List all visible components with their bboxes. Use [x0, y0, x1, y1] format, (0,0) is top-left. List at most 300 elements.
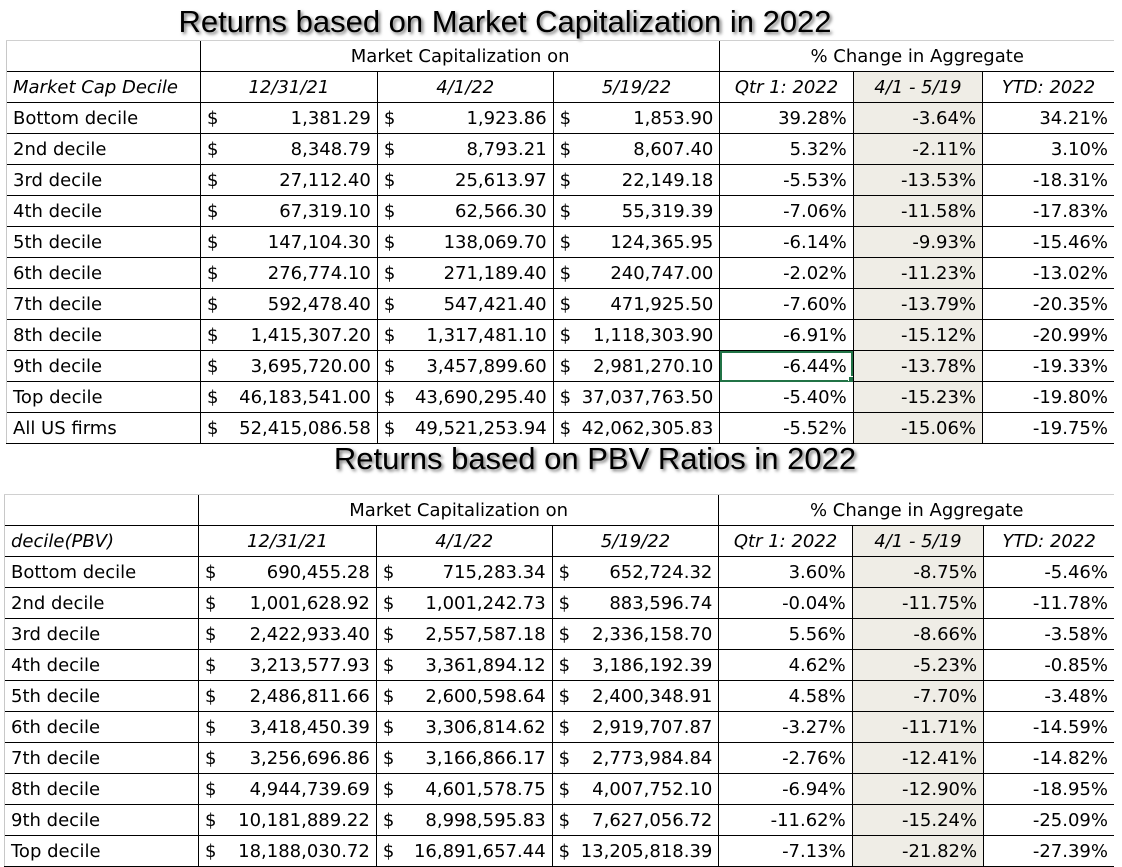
currency-value: 55,319.39 — [621, 200, 714, 222]
row-label[interactable]: Top decile — [7, 382, 201, 413]
currency-cell[interactable] — [553, 413, 720, 444]
currency-symbol: $ — [207, 386, 219, 408]
currency-value: 2,486,811.66 — [249, 685, 370, 707]
currency-value: 1,415,307.20 — [250, 324, 371, 346]
pbv-table — [4, 494, 1114, 867]
table-row — [5, 774, 1115, 805]
currency-symbol: $ — [558, 747, 571, 769]
currency-symbol: $ — [207, 138, 219, 160]
currency-symbol: $ — [383, 262, 396, 284]
percent-cell[interactable]: -13.78% — [853, 351, 982, 382]
currency-symbol: $ — [559, 138, 572, 160]
currency-cell[interactable] — [552, 557, 719, 588]
currency-cell[interactable] — [553, 258, 720, 289]
currency-cell[interactable] — [376, 774, 552, 805]
currency-cell[interactable] — [553, 351, 720, 382]
percent-cell[interactable]: -15.23% — [853, 382, 982, 413]
currency-cell[interactable] — [377, 134, 553, 165]
currency-cell[interactable] — [377, 382, 553, 413]
currency-symbol: $ — [382, 716, 395, 738]
currency-symbol: $ — [207, 417, 219, 439]
currency-symbol: $ — [558, 778, 571, 800]
currency-symbol: $ — [382, 592, 395, 614]
currency-symbol: $ — [207, 355, 219, 377]
table-row — [7, 413, 1115, 444]
currency-cell[interactable] — [377, 320, 553, 351]
percent-cell[interactable]: -2.02% — [720, 258, 853, 289]
percent-cell[interactable]: 39.28% — [720, 103, 853, 134]
currency-cell[interactable] — [376, 836, 552, 867]
currency-value: 715,283.34 — [442, 561, 546, 583]
currency-symbol: $ — [205, 747, 217, 769]
currency-value: 1,001,628.92 — [249, 592, 370, 614]
percent-cell[interactable]: -20.99% — [983, 320, 1114, 351]
percent-cell[interactable]: -11.71% — [852, 712, 983, 743]
column-header: 12/31/21 — [199, 526, 377, 557]
row-label[interactable]: 3rd decile — [5, 619, 199, 650]
table-row — [7, 258, 1115, 289]
currency-value: 52,415,086.58 — [239, 417, 371, 439]
currency-symbol: $ — [559, 107, 572, 129]
percent-cell[interactable]: -12.90% — [852, 774, 983, 805]
currency-cell[interactable] — [553, 103, 720, 134]
currency-cell[interactable] — [201, 382, 378, 413]
percent-cell[interactable]: -6.94% — [719, 774, 852, 805]
table-row — [5, 836, 1115, 867]
currency-cell[interactable] — [199, 712, 377, 743]
table-row — [7, 103, 1115, 134]
table-row — [7, 227, 1115, 258]
currency-value: 138,069.70 — [443, 231, 547, 253]
currency-cell[interactable] — [377, 165, 553, 196]
currency-symbol: $ — [383, 417, 396, 439]
percent-cell[interactable]: -3.48% — [984, 681, 1114, 712]
currency-value: 67,319.10 — [279, 200, 371, 222]
currency-value: 883,596.74 — [609, 592, 713, 614]
row-label[interactable]: Bottom decile — [7, 103, 201, 134]
column-header: YTD: 2022 — [983, 72, 1114, 103]
percent-cell[interactable]: -13.79% — [853, 289, 982, 320]
currency-symbol: $ — [205, 778, 217, 800]
column-header: YTD: 2022 — [984, 526, 1114, 557]
currency-symbol: $ — [383, 386, 396, 408]
currency-cell[interactable] — [199, 619, 377, 650]
currency-value: 471,925.50 — [610, 293, 714, 315]
currency-cell[interactable] — [552, 588, 719, 619]
table-row — [5, 619, 1115, 650]
currency-symbol: $ — [558, 840, 571, 862]
percent-cell[interactable]: -11.62% — [719, 805, 852, 836]
currency-value: 2,400,348.91 — [592, 685, 713, 707]
percent-cell[interactable]: -19.80% — [983, 382, 1114, 413]
currency-value: 25,613.97 — [455, 169, 547, 191]
table-row — [5, 681, 1115, 712]
currency-value: 4,007,752.10 — [592, 778, 713, 800]
currency-cell[interactable] — [553, 382, 720, 413]
row-label[interactable]: 6th decile — [7, 258, 201, 289]
currency-cell[interactable] — [377, 196, 553, 227]
currency-symbol: $ — [205, 685, 217, 707]
currency-cell[interactable] — [376, 712, 552, 743]
column-header: 5/19/22 — [552, 526, 719, 557]
currency-value: 37,037,763.50 — [581, 386, 714, 408]
currency-value: 2,919,707.87 — [592, 716, 713, 738]
percent-cell[interactable]: -21.82% — [852, 836, 983, 867]
currency-cell[interactable] — [199, 805, 377, 836]
percent-cell[interactable]: -20.35% — [983, 289, 1114, 320]
currency-value: 1,317,481.10 — [426, 324, 547, 346]
percent-cell[interactable]: -11.78% — [984, 588, 1114, 619]
currency-value: 3,457,899.60 — [426, 355, 547, 377]
group-header-pct-change: % Change in Aggregate — [720, 41, 1114, 72]
blank-cell — [7, 41, 201, 72]
currency-cell[interactable] — [553, 196, 720, 227]
currency-value: 3,418,450.39 — [249, 716, 370, 738]
percent-cell[interactable]: -8.75% — [852, 557, 983, 588]
percent-cell[interactable]: -11.23% — [853, 258, 982, 289]
currency-cell[interactable] — [199, 681, 377, 712]
percent-cell[interactable]: 34.21% — [983, 103, 1114, 134]
table-row — [7, 351, 1115, 382]
row-label[interactable]: 2nd decile — [5, 588, 199, 619]
currency-value: 27,112.40 — [279, 169, 371, 191]
currency-cell[interactable] — [201, 103, 378, 134]
currency-value: 124,365.95 — [610, 231, 714, 253]
percent-cell[interactable]: -2.76% — [719, 743, 852, 774]
currency-symbol: $ — [382, 778, 395, 800]
currency-cell[interactable] — [377, 413, 553, 444]
currency-symbol: $ — [383, 293, 396, 315]
percent-cell[interactable]: -7.13% — [719, 836, 852, 867]
currency-cell[interactable] — [201, 320, 378, 351]
currency-cell[interactable] — [199, 650, 377, 681]
currency-value: 1,853.90 — [633, 107, 714, 129]
currency-value: 240,747.00 — [610, 262, 714, 284]
percent-cell[interactable]: -13.02% — [983, 258, 1114, 289]
currency-value: 2,557,587.18 — [425, 623, 546, 645]
currency-cell[interactable] — [552, 743, 719, 774]
percent-cell[interactable]: -14.82% — [984, 743, 1114, 774]
currency-symbol: $ — [205, 716, 217, 738]
currency-value: 43,690,295.40 — [414, 386, 547, 408]
currency-value: 8,998,595.83 — [425, 809, 546, 831]
currency-value: 3,256,696.86 — [249, 747, 370, 769]
currency-symbol: $ — [559, 355, 572, 377]
currency-symbol: $ — [205, 809, 217, 831]
currency-symbol: $ — [207, 293, 219, 315]
currency-symbol: $ — [382, 747, 395, 769]
currency-value: 276,774.10 — [267, 262, 371, 284]
currency-cell[interactable] — [201, 196, 378, 227]
currency-cell[interactable] — [553, 320, 720, 351]
currency-cell[interactable] — [199, 836, 377, 867]
row-label[interactable]: 9th decile — [7, 351, 201, 382]
currency-symbol: $ — [205, 561, 217, 583]
percent-cell[interactable]: -15.12% — [853, 320, 982, 351]
currency-cell[interactable] — [552, 805, 719, 836]
currency-symbol: $ — [559, 386, 572, 408]
currency-value: 1,923.86 — [466, 107, 547, 129]
percent-cell[interactable]: -5.40% — [720, 382, 853, 413]
currency-symbol: $ — [383, 200, 396, 222]
currency-cell[interactable] — [199, 557, 377, 588]
currency-cell[interactable] — [376, 588, 552, 619]
table-row — [5, 557, 1115, 588]
percent-cell[interactable]: -15.06% — [853, 413, 982, 444]
percent-cell[interactable]: 3.10% — [983, 134, 1114, 165]
currency-value: 592,478.40 — [267, 293, 371, 315]
currency-value: 652,724.32 — [609, 561, 713, 583]
currency-cell[interactable] — [376, 681, 552, 712]
currency-cell[interactable] — [553, 165, 720, 196]
percent-cell[interactable]: -0.04% — [719, 588, 852, 619]
column-header: decile(PBV) — [5, 526, 199, 557]
currency-symbol: $ — [205, 840, 217, 862]
currency-cell[interactable] — [376, 557, 552, 588]
currency-cell[interactable] — [199, 774, 377, 805]
currency-value: 690,455.28 — [266, 561, 370, 583]
column-header: Market Cap Decile — [7, 72, 201, 103]
row-label[interactable]: 4th decile — [5, 650, 199, 681]
currency-value: 22,149.18 — [621, 169, 714, 191]
currency-symbol: $ — [383, 355, 396, 377]
currency-value: 62,566.30 — [455, 200, 547, 222]
fill-handle[interactable] — [848, 376, 854, 382]
group-header-row — [7, 41, 1115, 72]
table-row — [7, 289, 1115, 320]
currency-value: 8,348.79 — [290, 138, 371, 160]
currency-value: 4,601,578.75 — [425, 778, 546, 800]
row-label[interactable]: 3rd decile — [7, 165, 201, 196]
currency-value: 4,944,739.69 — [249, 778, 370, 800]
currency-cell[interactable] — [377, 227, 553, 258]
row-label[interactable]: 6th decile — [5, 712, 199, 743]
percent-cell[interactable]: -19.75% — [983, 413, 1114, 444]
currency-symbol: $ — [205, 623, 217, 645]
table-row — [7, 165, 1115, 196]
percent-cell[interactable]: -18.31% — [983, 165, 1114, 196]
currency-cell[interactable] — [553, 134, 720, 165]
percent-cell[interactable]: -12.41% — [852, 743, 983, 774]
currency-cell[interactable] — [201, 289, 378, 320]
currency-value: 8,793.21 — [466, 138, 547, 160]
percent-cell[interactable]: -3.64% — [853, 103, 982, 134]
currency-cell[interactable] — [199, 588, 377, 619]
row-label[interactable]: 8th decile — [7, 320, 201, 351]
currency-symbol: $ — [207, 324, 219, 346]
currency-value: 1,001,242.73 — [425, 592, 546, 614]
currency-value: 2,773,984.84 — [592, 747, 713, 769]
currency-value: 3,695,720.00 — [250, 355, 371, 377]
currency-cell[interactable] — [377, 103, 553, 134]
currency-cell[interactable] — [377, 351, 553, 382]
currency-symbol: $ — [559, 293, 572, 315]
percent-cell[interactable]: -18.95% — [984, 774, 1114, 805]
currency-value: 13,205,818.39 — [580, 840, 713, 862]
currency-symbol: $ — [382, 840, 395, 862]
row-label[interactable]: 7th decile — [7, 289, 201, 320]
currency-cell[interactable] — [376, 743, 552, 774]
currency-cell[interactable] — [201, 258, 378, 289]
currency-cell[interactable] — [552, 712, 719, 743]
currency-symbol: $ — [205, 654, 217, 676]
currency-symbol: $ — [207, 262, 219, 284]
currency-cell[interactable] — [553, 289, 720, 320]
currency-cell[interactable] — [376, 619, 552, 650]
currency-symbol: $ — [558, 716, 571, 738]
column-header: 12/31/21 — [201, 72, 378, 103]
column-header: 4/1/22 — [376, 526, 552, 557]
currency-value: 2,422,933.40 — [249, 623, 370, 645]
currency-cell[interactable] — [201, 227, 378, 258]
percent-cell[interactable]: -5.52% — [720, 413, 853, 444]
percent-cell[interactable]: -9.93% — [853, 227, 982, 258]
percent-cell[interactable]: -8.66% — [852, 619, 983, 650]
currency-value: 18,188,030.72 — [238, 840, 370, 862]
row-label[interactable]: 2nd decile — [7, 134, 201, 165]
currency-cell[interactable] — [376, 805, 552, 836]
currency-value: 7,627,056.72 — [592, 809, 713, 831]
percent-cell[interactable]: -11.58% — [853, 196, 982, 227]
currency-symbol: $ — [207, 107, 219, 129]
table-row — [7, 320, 1115, 351]
currency-value: 8,607.40 — [633, 138, 714, 160]
percent-cell[interactable]: -19.33% — [983, 351, 1114, 382]
currency-symbol: $ — [558, 623, 571, 645]
currency-value: 1,118,303.90 — [593, 324, 714, 346]
currency-cell[interactable] — [201, 351, 378, 382]
column-header: 5/19/22 — [553, 72, 720, 103]
currency-symbol: $ — [207, 231, 219, 253]
market-cap-table — [6, 40, 1114, 444]
currency-symbol: $ — [383, 231, 396, 253]
percent-cell[interactable]: -13.53% — [853, 165, 982, 196]
currency-symbol: $ — [382, 809, 395, 831]
currency-value: 3,361,894.12 — [425, 654, 546, 676]
group-header-pct-change: % Change in Aggregate — [719, 495, 1114, 526]
percent-cell[interactable]: 3.60% — [719, 557, 852, 588]
group-header-market-cap: Market Capitalization on — [201, 41, 720, 72]
percent-cell[interactable]: 4.62% — [719, 650, 852, 681]
currency-symbol: $ — [382, 654, 395, 676]
percent-cell[interactable]: -14.59% — [984, 712, 1114, 743]
group-header-row — [5, 495, 1115, 526]
row-label[interactable]: 7th decile — [5, 743, 199, 774]
row-label[interactable]: 5th decile — [5, 681, 199, 712]
currency-value: 147,104.30 — [267, 231, 371, 253]
percent-cell[interactable]: -15.46% — [983, 227, 1114, 258]
column-header: Qtr 1: 2022 — [720, 72, 853, 103]
currency-symbol: $ — [207, 169, 219, 191]
currency-cell[interactable] — [552, 681, 719, 712]
currency-symbol: $ — [559, 324, 572, 346]
row-label[interactable]: 9th decile — [5, 805, 199, 836]
table-row — [5, 712, 1115, 743]
currency-symbol: $ — [383, 138, 396, 160]
percent-cell[interactable]: -0.85% — [984, 650, 1114, 681]
row-label[interactable]: Top decile — [5, 836, 199, 867]
percent-cell[interactable]: -15.24% — [852, 805, 983, 836]
currency-value: 2,600,598.64 — [425, 685, 546, 707]
currency-value: 3,186,192.39 — [592, 654, 713, 676]
currency-symbol: $ — [207, 200, 219, 222]
percent-cell[interactable]: -5.23% — [852, 650, 983, 681]
percent-cell[interactable]: -6.91% — [720, 320, 853, 351]
table-row — [7, 382, 1115, 413]
currency-symbol: $ — [382, 685, 395, 707]
currency-cell[interactable] — [201, 165, 378, 196]
percent-cell[interactable]: 5.56% — [719, 619, 852, 650]
currency-cell[interactable] — [552, 774, 719, 805]
selected-cell[interactable]: -6.44% — [720, 351, 853, 382]
row-label[interactable]: 4th decile — [7, 196, 201, 227]
percent-cell[interactable]: -7.06% — [720, 196, 853, 227]
currency-cell[interactable] — [552, 619, 719, 650]
percent-cell[interactable]: 4.58% — [719, 681, 852, 712]
blank-cell — [5, 495, 199, 526]
percent-cell[interactable]: -6.14% — [720, 227, 853, 258]
row-label[interactable]: 8th decile — [5, 774, 199, 805]
percent-cell[interactable]: -7.60% — [720, 289, 853, 320]
currency-value: 46,183,541.00 — [239, 386, 371, 408]
row-label[interactable]: 5th decile — [7, 227, 201, 258]
currency-symbol: $ — [382, 623, 395, 645]
currency-cell[interactable] — [377, 289, 553, 320]
row-label[interactable]: Bottom decile — [5, 557, 199, 588]
percent-cell[interactable]: -3.27% — [719, 712, 852, 743]
column-header: 4/1 - 5/19 — [853, 72, 982, 103]
currency-value: 10,181,889.22 — [238, 809, 370, 831]
currency-cell[interactable] — [201, 413, 378, 444]
table-row — [7, 134, 1115, 165]
percent-cell[interactable]: -3.58% — [984, 619, 1114, 650]
row-label[interactable]: All US firms — [7, 413, 201, 444]
currency-value: 49,521,253.94 — [414, 417, 547, 439]
percent-cell[interactable]: -11.75% — [852, 588, 983, 619]
percent-cell[interactable]: -2.11% — [853, 134, 982, 165]
group-header-market-cap: Market Capitalization on — [199, 495, 719, 526]
table1-title: Returns based on Market Capitalization in 2022 — [178, 4, 832, 39]
currency-symbol: $ — [558, 654, 571, 676]
table-row — [5, 743, 1115, 774]
currency-symbol: $ — [205, 592, 217, 614]
percent-cell[interactable]: -25.09% — [984, 805, 1114, 836]
currency-cell[interactable] — [377, 258, 553, 289]
percent-cell[interactable]: 5.32% — [720, 134, 853, 165]
table-row — [7, 196, 1115, 227]
currency-cell[interactable] — [199, 743, 377, 774]
currency-value: 3,166,866.17 — [425, 747, 546, 769]
currency-cell[interactable] — [552, 836, 719, 867]
table-row — [5, 650, 1115, 681]
currency-symbol: $ — [559, 231, 572, 253]
percent-cell[interactable]: -7.70% — [852, 681, 983, 712]
percent-cell[interactable]: -27.39% — [984, 836, 1114, 867]
percent-cell[interactable]: -5.46% — [984, 557, 1114, 588]
currency-symbol: $ — [383, 169, 396, 191]
column-header-row — [5, 526, 1115, 557]
currency-cell[interactable] — [553, 227, 720, 258]
currency-value: 547,421.40 — [443, 293, 547, 315]
currency-cell[interactable] — [201, 134, 378, 165]
currency-cell[interactable] — [552, 650, 719, 681]
currency-symbol: $ — [559, 417, 572, 439]
percent-cell[interactable]: -5.53% — [720, 165, 853, 196]
currency-value: 2,336,158.70 — [592, 623, 713, 645]
currency-cell[interactable] — [376, 650, 552, 681]
percent-cell[interactable]: -17.83% — [983, 196, 1114, 227]
table-row — [5, 588, 1115, 619]
